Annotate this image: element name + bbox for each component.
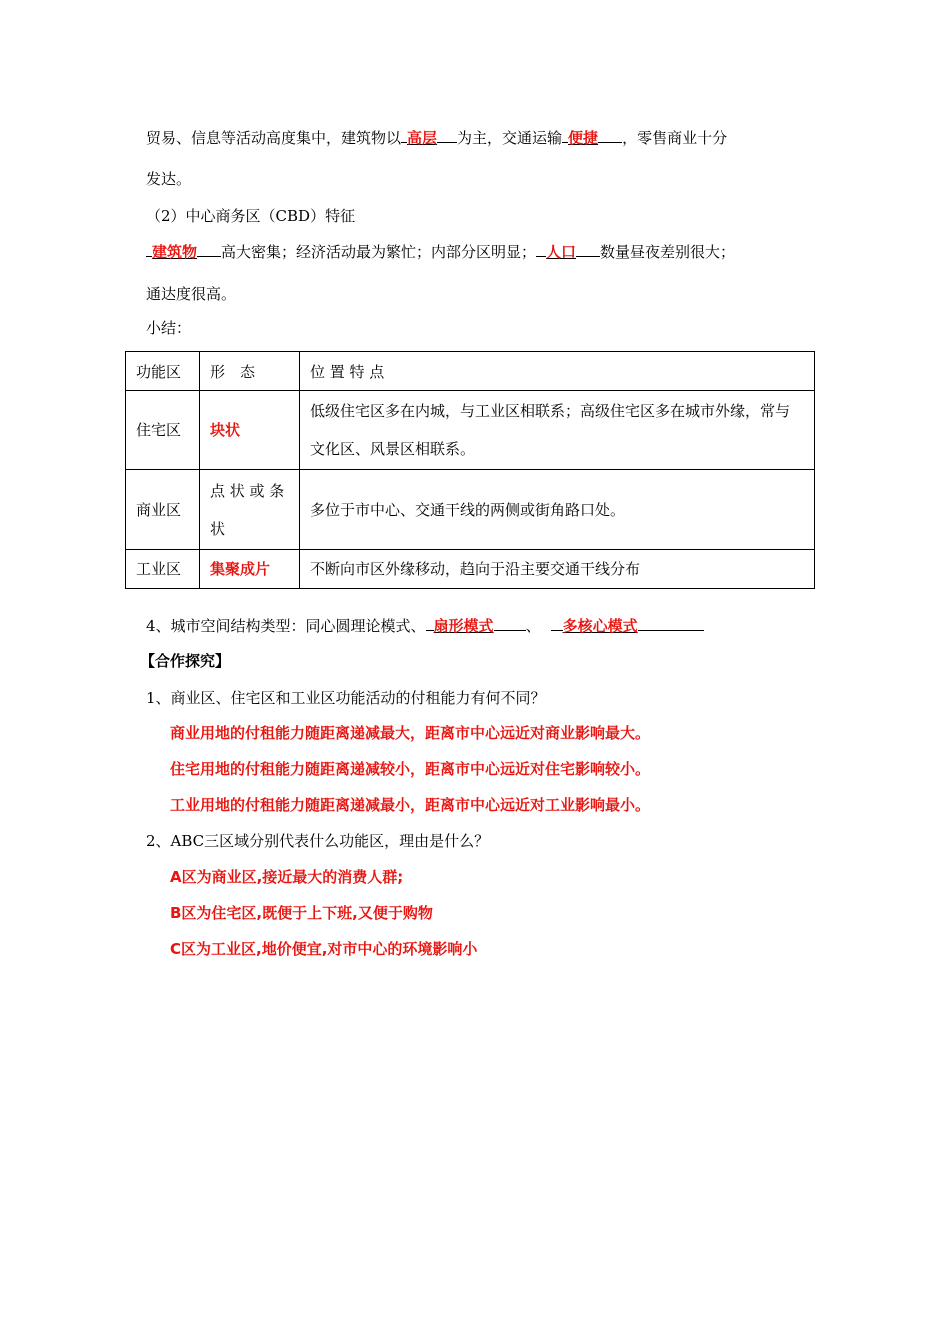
answer-building: 建筑物	[152, 243, 198, 261]
header-zone: 功能区	[126, 352, 200, 391]
summary-label: 小结：	[146, 319, 192, 337]
intro-line-2: 发达。	[146, 170, 192, 188]
q4-sep: 、	[525, 617, 541, 635]
cbd-text: 数量昼夜差别很大；	[600, 243, 736, 261]
table-row	[126, 550, 815, 589]
answer-2-line: A区为商业区,接近最大的消费人群;	[170, 868, 404, 886]
answer-sector: 扇形模式	[433, 617, 494, 635]
intro-line-1	[146, 126, 727, 149]
shape-cell: 点 状 或 条 状	[200, 470, 300, 550]
shape-cell: 集聚成片	[200, 550, 300, 589]
shape-cell: 块状	[200, 391, 300, 470]
zone-cell: 商业区	[126, 470, 200, 550]
cbd-text: 高大密集；经济活动最为繁忙；内部分区明显；	[221, 243, 537, 261]
header-feature: 位 置 特 点	[300, 352, 815, 391]
intro-text: ，零售商业十分	[622, 129, 728, 147]
answer-2-line: B区为住宅区,既便于上下班,又便于购物	[170, 904, 433, 922]
summary-table	[125, 351, 815, 589]
table-header-row	[126, 352, 815, 391]
feature-cell: 低级住宅区多在内城，与工业区相联系；高级住宅区多在城市外缘，常与文化区、风景区相联系。	[300, 391, 815, 470]
cbd-line-2: 通达度很高。	[146, 285, 237, 303]
answer-1-line: 工业用地的付租能力随距离递减最小，距离市中心远近对工业影响最小。	[170, 796, 651, 814]
answer-1-line: 商业用地的付租能力随距离递减最大，距离市中心远近对商业影响最大。	[170, 724, 651, 742]
answer-people: 人口	[546, 243, 577, 261]
question-2: 2、ABC三区域分别代表什么功能区，理由是什么？	[146, 832, 490, 850]
answer-fast: 便捷	[568, 129, 599, 147]
answer-2-line: C区为工业区,地价便宜,对市中心的环境影响小	[170, 940, 478, 958]
answer-high: 高层	[407, 129, 438, 147]
feature-cell: 不断向市区外缘移动，趋向于沿主要交通干线分布	[300, 550, 815, 589]
header-shape: 形 态	[200, 352, 300, 391]
q4-text: 4、城市空间结构类型：同心圆理论模式、	[146, 617, 426, 635]
zone-cell: 住宅区	[126, 391, 200, 470]
zone-cell: 工业区	[126, 550, 200, 589]
question-1: 1、商业区、住宅区和工业区功能活动的付租能力有何不同？	[146, 689, 546, 707]
intro-text: 为主，交通运输	[457, 129, 563, 147]
answer-1-line: 住宅用地的付租能力随距离递减较小，距离市中心远近对住宅影响较小。	[170, 760, 651, 778]
q4-line	[146, 614, 704, 637]
table-row	[126, 391, 815, 470]
cbd-line-1	[146, 240, 735, 263]
table-row	[126, 470, 815, 550]
cbd-heading: （2）中心商务区（CBD）特征	[146, 207, 356, 225]
coop-title: 【合作探究】	[140, 652, 231, 670]
answer-multicore: 多核心模式	[562, 617, 638, 635]
feature-cell: 多位于市中心、交通干线的两侧或街角路口处。	[300, 470, 815, 550]
intro-text: 贸易、信息等活动高度集中，建筑物以	[146, 129, 402, 147]
